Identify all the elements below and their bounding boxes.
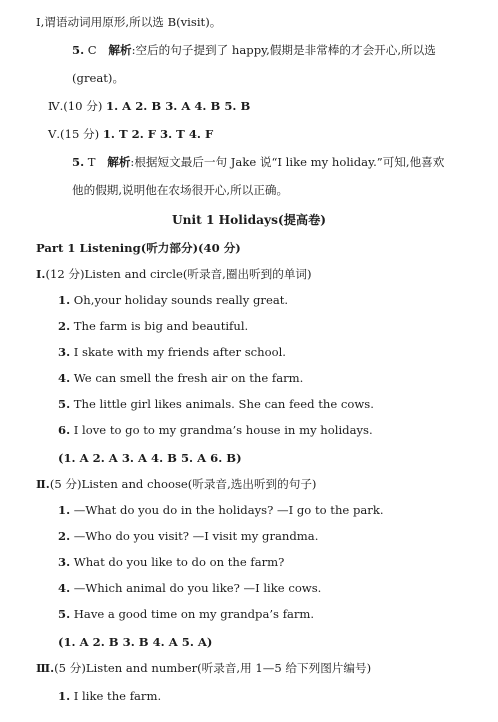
section-instructions: (12 分)Listen and circle(听录音,圈出听到的单词) (45, 267, 312, 281)
explanation-label: 解析 (107, 155, 131, 169)
item-number: 1. (58, 503, 71, 517)
prev-answer-line: I,谓语动词用原形,所以选 B(visit)。 (36, 15, 222, 29)
section-instructions: (5 分)Listen and choose(听录音,选出听到的句子) (49, 477, 317, 491)
section-number: Ⅰ. (36, 267, 46, 281)
section-iv-head: Ⅳ.(10 分) (48, 99, 103, 113)
prev-answer-explanation (72, 42, 436, 58)
list-item (58, 292, 288, 308)
list-item (58, 688, 161, 704)
item-number: 3. (58, 345, 71, 359)
item-number: 2. (58, 319, 71, 333)
section-iv-items: 1. A 2. B 3. A 4. B 5. B (106, 99, 251, 113)
item-text: —What do you do in the holidays? —I go to the park. (73, 503, 384, 517)
section-v-answers (48, 126, 213, 142)
explanation-text: :空后的句子提到了 happy,假期是非常棒的才会开心,所以选 (131, 43, 436, 57)
item-text: I skate with my friends after school. (73, 345, 286, 359)
item-text: The little girl likes animals. She can feed the cows. (73, 397, 374, 411)
section-v-explanation (72, 154, 444, 170)
item-text: What do you like to do on the farm? (73, 555, 285, 569)
section-v-explanation-cont: 他的假期,说明他在农场很开心,所以正确。 (72, 183, 289, 197)
section-number: Ⅲ. (36, 661, 55, 675)
section-i-heading (36, 266, 312, 282)
item-number: 5. (58, 607, 71, 621)
item-text: Oh,your holiday sounds really great. (73, 293, 289, 307)
list-item (58, 318, 248, 334)
item-number: 5. (72, 155, 85, 169)
list-item (58, 396, 374, 412)
section-iv-answers (48, 98, 250, 114)
section-iii-heading (36, 660, 371, 676)
list-item (58, 370, 303, 386)
list-item (58, 554, 284, 570)
list-item (58, 528, 318, 544)
section-i-answers: (1. A 2. A 3. A 4. B 5. A 6. B) (58, 451, 242, 465)
list-item (58, 502, 384, 518)
item-text: —Who do you visit? —I visit my grandma. (73, 529, 319, 543)
explanation-label: 解析 (108, 43, 132, 57)
unit-title: Unit 1 Holidays(提高卷) (171, 213, 327, 227)
list-item (58, 606, 314, 622)
section-ii-heading (36, 476, 316, 492)
item-text: I love to go to my grandma’s house in my holidays. (73, 423, 373, 437)
prev-answer-explanation-cont: (great)。 (72, 71, 125, 85)
explanation-text: :根据短文最后一句 Jake 说“I like my holiday.”可知,他喜欢 (130, 155, 445, 169)
item-text: Have a good time on my grandpa’s farm. (73, 607, 315, 621)
list-item (58, 580, 321, 596)
item-number: 4. (58, 371, 71, 385)
item-number: 1. (58, 689, 71, 703)
item-number: 3. (58, 555, 71, 569)
part1-title: Part 1 Listening(听力部分)(40 分) (36, 241, 241, 255)
item-number: 1. (58, 293, 71, 307)
item-text: The farm is big and beautiful. (73, 319, 249, 333)
item-number: 4. (58, 581, 71, 595)
item-number: 6. (58, 423, 71, 437)
item-number: 5. (72, 43, 85, 57)
item-text: —Which animal do you like? —I like cows. (73, 581, 322, 595)
answer-letter: T (87, 155, 96, 169)
item-text: We can smell the fresh air on the farm. (73, 371, 304, 385)
item-number: 2. (58, 529, 71, 543)
list-item (58, 344, 286, 360)
section-number: Ⅱ. (36, 477, 50, 491)
answer-letter: C (87, 43, 97, 57)
section-v-head: Ⅴ.(15 分) (48, 127, 100, 141)
section-v-items: 1. T 2. F 3. T 4. F (102, 127, 214, 141)
item-number: 5. (58, 397, 71, 411)
section-instructions: (5 分)Listen and number(听录音,用 1—5 给下列图片编号) (54, 661, 372, 675)
section-ii-answers: (1. A 2. B 3. B 4. A 5. A) (58, 635, 213, 649)
item-text: I like the farm. (73, 689, 162, 703)
list-item (58, 422, 373, 438)
